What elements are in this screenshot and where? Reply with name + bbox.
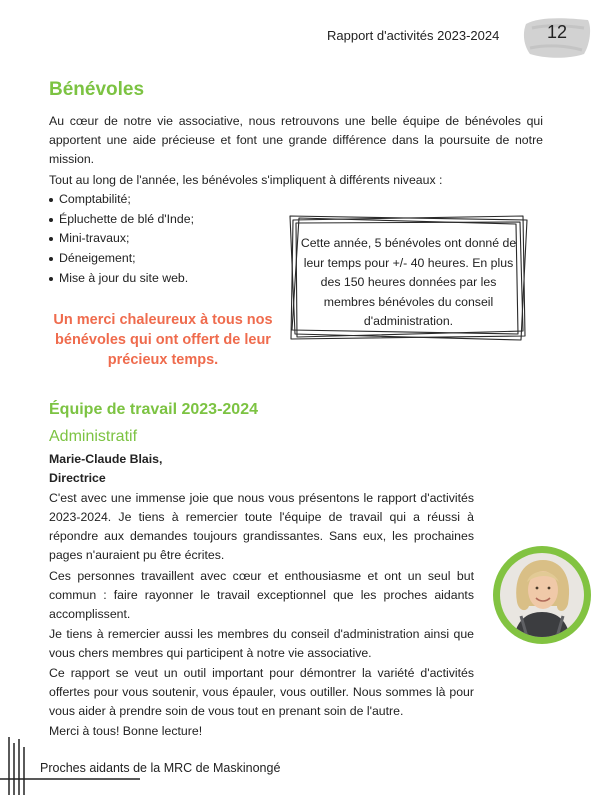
director-role: Directrice [49, 471, 106, 485]
message-paragraph: Ce rapport se veut un outil important pour démontrer la variété d'activités offertes pour vous soutenir, vous épauler, vous outiller. Nous sommes là pour vous aider à prendre soin de vous tout en prenant soin de l'autre. [49, 666, 474, 718]
portrait-image [493, 546, 591, 644]
director-name: Marie-Claude Blais, [49, 452, 163, 466]
list-item: Déneigement; [49, 249, 194, 269]
benevoles-section-title: Bénévoles [49, 79, 145, 100]
list-item: Comptabilité; [49, 190, 194, 210]
list-item: Mini-travaux; [49, 229, 194, 249]
benevoles-intro-paragraph: Au cœur de notre vie associative, nous retrouvons une belle équipe de bénévoles qui apportent une aide précieuse et font une grande différence dans la poursuite de notre mission. [49, 114, 543, 166]
message-paragraph: Ces personnes travaillent avec cœur et enthousiasme et ont un seul but commun : faire rayonner le travail exceptionnel que les proches aidants accomplissent. [49, 569, 474, 621]
director-photo [493, 546, 591, 644]
message-paragraph: Merci à tous! Bonne lecture! [49, 724, 203, 738]
benevoles-levels-intro: Tout au long de l'année, les bénévoles s'impliquent à différents niveaux : [49, 173, 443, 187]
volunteer-hours-text: Cette année, 5 bénévoles ont donné de leur temps pour +/- 40 heures. En plus des 150 heures données par les membres bénévoles du conseil d'administration. [300, 236, 517, 328]
benevoles-activity-list [49, 190, 194, 288]
administrative-subtitle: Administratif [49, 428, 138, 445]
page-number: 12 [546, 22, 568, 42]
page-number-badge [522, 14, 592, 60]
list-item: Mise à jour du site web. [49, 269, 194, 289]
report-title: Rapport d'activités 2023-2024 [327, 28, 500, 43]
list-item: Épluchette de blé d'Inde; [49, 210, 194, 230]
message-paragraph: Je tiens à remercier aussi les membres du conseil d'administration ainsi que vous chers membres qui participent à notre vie associative. [49, 627, 474, 660]
team-section-title: Équipe de travail 2023-2024 [49, 401, 258, 418]
footer-organization-name: Proches aidants de la MRC de Maskinongé [40, 761, 281, 775]
volunteer-hours-callout [287, 212, 530, 342]
volunteer-thanks-message: Un merci chaleureux à tous nos bénévoles qui ont offert de leur précieux temps. [53, 312, 273, 368]
message-paragraph: C'est avec une immense joie que nous vous présentons le rapport d'activités 2023-2024. Je tiens à remercier toute l'équipe de travail qui a réussi à répondre aux demandes toujours grandissantes. Sans eux, les prochaines pages n'auraient pu être écrites. [49, 491, 474, 562]
